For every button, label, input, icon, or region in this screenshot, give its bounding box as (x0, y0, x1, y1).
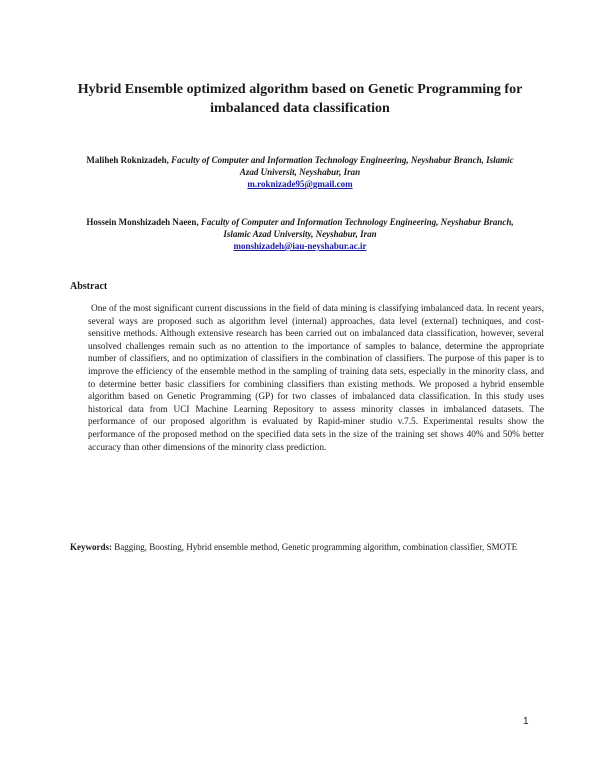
keywords-text: Bagging, Boosting, Hybrid ensemble method, Genetic programming algorithm, combination classifier, SMOTE (114, 542, 518, 552)
author-affiliation: Faculty of Computer and Information Technology Engineering, Neyshabur Branch, Islamic Azad University, Neyshabur, Iran (200, 217, 514, 239)
keywords-label: Keywords: (70, 542, 112, 552)
author-block-1 (80, 154, 520, 190)
title-line-2: imbalanced data classification (210, 101, 390, 116)
title-line-1: Hybrid Ensemble optimized algorithm based on Genetic Programming for (77, 82, 523, 97)
author-name: Hossein Monshizadeh Naeen, (86, 217, 199, 227)
keywords (70, 541, 540, 554)
author-block-2 (80, 216, 520, 252)
author-email-link[interactable]: m.roknizade95@gmail.com (247, 179, 353, 189)
paper-title (60, 80, 540, 118)
abstract-heading: Abstract (70, 281, 108, 292)
page-number: 1 (523, 716, 529, 727)
author-email-link[interactable]: monshizadeh@iau-neyshabur.ac.ir (233, 241, 367, 251)
author-name: Maliheh Roknizadeh, (86, 155, 169, 165)
author-affiliation: Faculty of Computer and Information Technology Engineering, Neyshabur Branch, Islamic Azad Universit, Neyshabur, Iran (171, 155, 514, 177)
abstract-text: One of the most significant current discussions in the field of data mining is classifying imbalanced data. In recent years, several ways are proposed such as algorithm level (internal) approaches, data level (external) techniques, and cost-sensitive methods. Although extensive research has been carried out on imbalanced data classification, however, several unsolved challenges remain such as no attention to the importance of samples to balance, determine the appropriate number of classifiers, and no optimization of classifiers in the combination of classifiers. The purpose of this paper is to improve the efficiency of the ensemble method in the sampling of training data sets, especially in the minority class, and to determine better basic classifiers for combining classifiers than existing methods. We proposed a hybrid ensemble algorithm based on Genetic Programming (GP) for two classes of imbalanced data classification. In this study uses historical data from UCI Machine Learning Repository to assess minority classes in imbalanced datasets. The performance of our proposed algorithm is evaluated by Rapid-miner studio v.7.5. Experimental results show the performance of the proposed method on the specified data sets in the size of the training set shows 40% and 50% better accuracy than other dimensions of the minority class prediction. (88, 304, 544, 453)
